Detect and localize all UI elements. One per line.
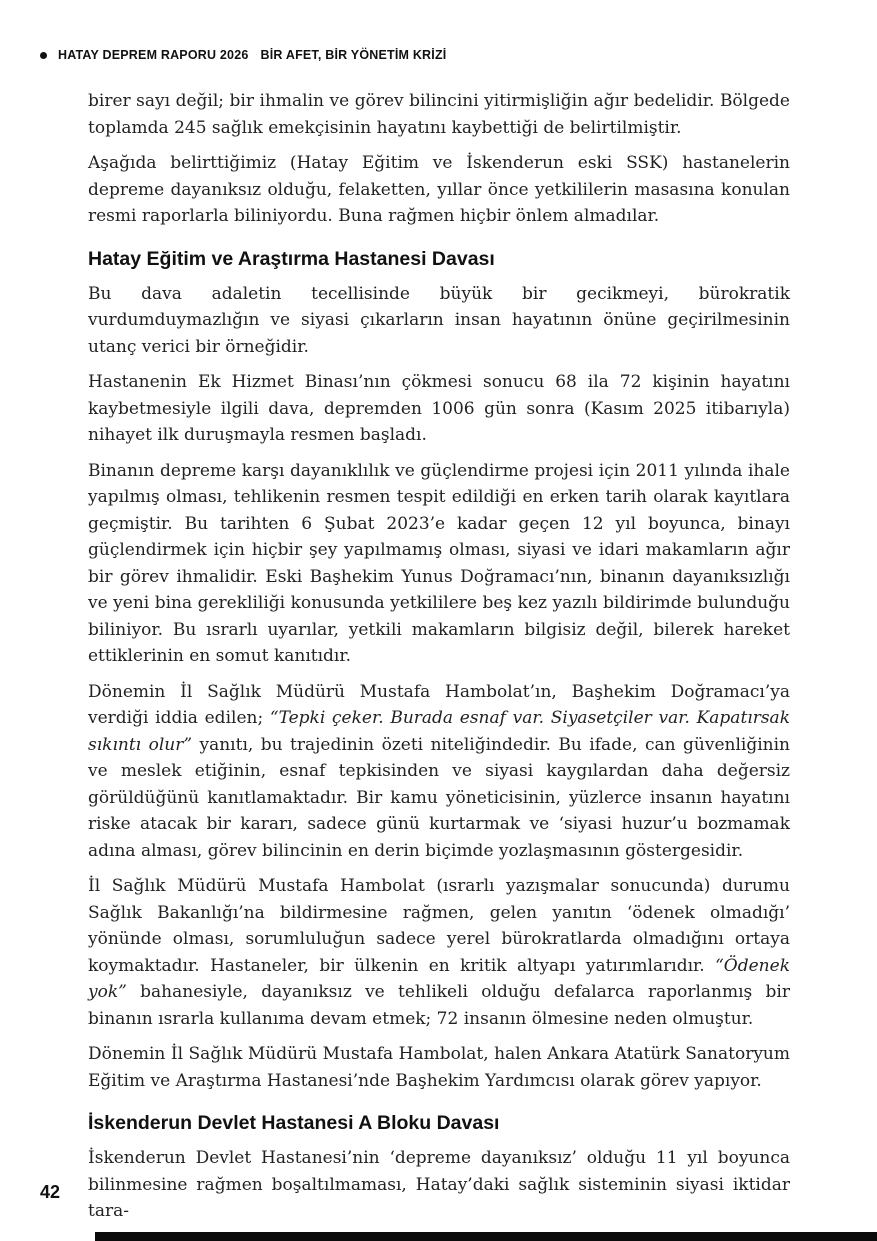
text-run: İl Sağlık Müdürü Mustafa Hambolat (ısrarlı yazışmalar sonucunda) durumu Sağlık Bakanlığı’na bildirmesine rağmen, gelen yanıtın ‘ödenek olmadığı’ yönünde olması, sorumluluğun sadece yerel bürokratlarda olmadığını ortaya koymaktadır. Hastaneler, bir ülkenin en kritik altyapı yatırımlarıdır. — [88, 876, 790, 976]
paragraph: Aşağıda belirttiğimiz (Hatay Eğitim ve İskenderun eski SSK) hastanelerin depreme dayanıksız olduğu, felaketten, yıllar önce yetkililerin masasına konulan resmi raporlarla biliniyordu. Buna rağmen hiçbir önlem almadılar. — [88, 153, 790, 226]
quote-text: “Tepki çeker. Burada esnaf var. Siyasetçiler var. Kapatırsak sıkıntı olur” — [88, 708, 790, 755]
paragraph-continuation: birer sayı değil; bir ihmalin ve görev bilincini yitirmişliğin ağır bedelidir. Bölgede toplamda 245 sağlık emekçisinin hayatını kaybettiği de belirtilmiştir. — [88, 91, 790, 138]
paragraph-with-quote — [88, 873, 790, 1032]
bottom-bar-decoration — [95, 1232, 877, 1241]
section-heading-hatay-egitim: Hatay Eğitim ve Araştırma Hastanesi Davası — [88, 247, 495, 270]
bullet-icon — [40, 52, 47, 59]
page-body — [88, 88, 790, 1234]
paragraph: Hastanenin Ek Hizmet Binası’nın çökmesi sonucu 68 ila 72 kişinin hayatını kaybetmesiyle ilgili dava, depremden 1006 gün sonra (Kasım 2025 itibarıyla) nihayet ilk duruşmayla resmen başladı. — [88, 372, 790, 445]
paragraph: Bu dava adaletin tecellisinde büyük bir gecikmeyi, bürokratik vurdumduymazlığın ve siyasi çıkarların insan hayatının önüne geçirilmesinin utanç verici bir örneğidir. — [88, 283, 790, 357]
text-run: bahanesiyle, dayanıksız ve tehlikeli olduğu defalarca raporlanmış bir binanın ısrarla kullanıma devam etmek; 72 insanın ölmesine neden olmuştur. — [88, 982, 790, 1029]
text-run: yanıtı, bu trajedinin özeti niteliğindedir. Bu ifade, can güvenliğinin ve meslek etiğinin, esnaf tepkisinden ve siyasi kaygılardan daha değersiz görüldüğünü kanıtlamaktadır. Bir kamu yöneticisinin, yüzlerce insanın hayatını riske atacak bir kararı, sadece günü kurtarmak ve ‘siyasi huzur’u bozmamak adına alması, görev bilincinin en derin biçimde yozlaşmasının göstergesidir. — [88, 734, 791, 861]
paragraph: Dönemin İl Sağlık Müdürü Mustafa Hambolat, halen Ankara Atatürk Sanatoryum Eğitim ve Araştırma Hastanesi’nde Başhekim Yardımcısı olarak görev yapıyor. — [88, 1044, 790, 1091]
header-title-left: HATAY DEPREM RAPORU 2026 — [58, 48, 249, 62]
text-run: Dönemin İl Sağlık Müdürü Mustafa Hambolat’ın, Başhekim Doğramacı’ya verdiği iddia edilen; — [88, 681, 790, 728]
header-title-right: BİR AFET, BİR YÖNETİM KRİZİ — [260, 48, 447, 62]
paragraph: İskenderun Devlet Hastanesi’nin ‘depreme dayanıksız’ olduğu 11 yıl boyunca bilinmesine rağmen boşaltılmaması, Hatay’daki sağlık sisteminin siyasi iktidar tara- — [88, 1148, 790, 1221]
paragraph-with-quote — [88, 679, 790, 865]
quote-text: “Ödenek yok” — [88, 955, 790, 1002]
paragraph: Binanın depreme karşı dayanıklılık ve güçlendirme projesi için 2011 yılında ihale yapılmış olması, tehlikenin resmen tespit edildiği en erken tarih olarak kayıtlara geçmiştir. Bu tarihten 6 Şubat 2023’e kadar geçen 12 yıl boyunca, binayı güçlendirmek için hiçbir şey yapılmamış olması, siyasi ve idari makamların ağır bir görev ihmalidir. Eski Başhekim Yunus Doğramacı’nın, binanın dayanıksızlığı ve yeni bina gerekliliği konusunda yetkililere beş kez yazılı bildirimde bulunduğu biliniyor. Bu ısrarlı uyarılar, yetkili makamların bilgisiz değil, bilerek hareket ettiklerinin en somut kanıtıdır. — [88, 460, 790, 666]
section-heading-iskenderun: İskenderun Devlet Hastanesi A Bloku Davası — [88, 1112, 500, 1134]
page-number: 42 — [40, 1182, 61, 1202]
running-header — [40, 48, 446, 62]
